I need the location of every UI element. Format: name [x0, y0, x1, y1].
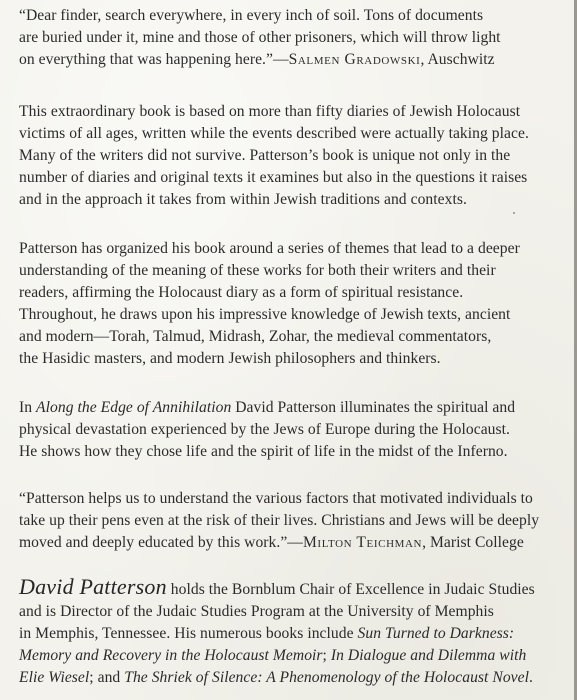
quote-attribution-place: , Marist College [422, 534, 524, 551]
book-title: Elie Wiesel [19, 669, 90, 686]
paragraph-line: He shows how they chose life and the spirit of life in the midst of the Inferno. [19, 443, 508, 460]
paragraph-line: Many of the writers did not survive. Patterson’s book is unique not only in the [19, 147, 511, 164]
paragraph-line: understanding of the meaning of these works for both their writers and their [19, 262, 496, 279]
paragraph-line: the Hasidic masters, and modern Jewish philosophers and thinkers. [19, 350, 441, 367]
bio-line: and is Director of the Judaic Studies Program at the University of Memphis [19, 603, 494, 620]
paragraph-line: and modern—Torah, Talmud, Midrash, Zohar, the medieval commentators, [19, 328, 492, 345]
paragraph-text: In [19, 399, 37, 416]
paper-speck [513, 212, 515, 214]
bio-text: ; and [89, 669, 125, 686]
description-paragraph-3 [19, 397, 564, 463]
quote-line: “Dear finder, search everywhere, in every inch of soil. Tons of documents [19, 7, 484, 24]
quote-line: take up their pens even at the risk of their lives. Christians and Jews will be deeply [19, 512, 540, 529]
bio-text: . [529, 669, 533, 686]
quote-attribution-name: Milton Teichman [302, 534, 423, 551]
author-bio [19, 576, 564, 689]
book-title: Along the Edge of Annihilation [36, 399, 232, 416]
paragraph-line: readers, affirming the Holocaust diary as a form of spiritual resistance. [19, 284, 464, 301]
quote-line [19, 49, 564, 71]
quote-attribution-name: Salmen Gradowski [288, 51, 421, 68]
book-title: Memory and Recovery in the Holocaust Memoir [19, 647, 323, 664]
description-paragraph-1 [19, 101, 564, 211]
paragraph-line: physical devastation experienced by the Jews of Europe during the Holocaust. [19, 421, 510, 438]
bio-line [19, 667, 564, 689]
paragraph-line: victims of all ages, written while the events described were actually taking place. [19, 125, 529, 142]
bio-line [19, 576, 564, 601]
bio-text: holds the Bornblum Chair of Excellence in Judaic Studies [166, 581, 535, 598]
paragraph-line: Throughout, he draws upon his impressive knowledge of Jewish texts, ancient [19, 306, 511, 323]
author-name: David Patterson [19, 574, 167, 599]
bio-text: ; [322, 647, 331, 664]
description-paragraph-2 [19, 238, 564, 370]
quote-line: are buried under it, mine and those of other prisoners, which will throw light [19, 29, 501, 46]
teichman-quote [19, 488, 564, 554]
quote-line [19, 532, 564, 554]
paragraph-text: David Patterson illuminates the spiritual and [231, 399, 516, 416]
paragraph-line [19, 397, 564, 419]
bio-line [19, 645, 564, 667]
bio-line [19, 623, 564, 645]
book-title: In Dialogue and Dilemma with [330, 647, 527, 664]
bio-text: in Memphis, Tennessee. His numerous books include [19, 625, 358, 642]
quote-attribution-place: , Auschwitz [420, 51, 495, 68]
book-title: The Shriek of Silence: A Phenomenology of the Holocaust Novel [124, 669, 530, 686]
paragraph-line: This extraordinary book is based on more than fifty diaries of Jewish Holocaust [19, 103, 521, 120]
quote-text: on everything that was happening here.”— [19, 51, 289, 68]
quote-text: moved and deeply educated by this work.”— [19, 534, 303, 551]
book-title: Sun Turned to Darkness: [357, 625, 515, 642]
paragraph-line: and in the approach it takes from within Jewish traditions and contexts. [19, 191, 467, 208]
paragraph-line: Patterson has organized his book around a series of themes that lead to a deeper [19, 240, 520, 257]
paragraph-line: number of diaries and original texts it examines but also in the questions it raises [19, 169, 528, 186]
quote-line: “Patterson helps us to understand the various factors that motivated individuals to [19, 490, 533, 507]
gradowski-quote [19, 5, 564, 71]
